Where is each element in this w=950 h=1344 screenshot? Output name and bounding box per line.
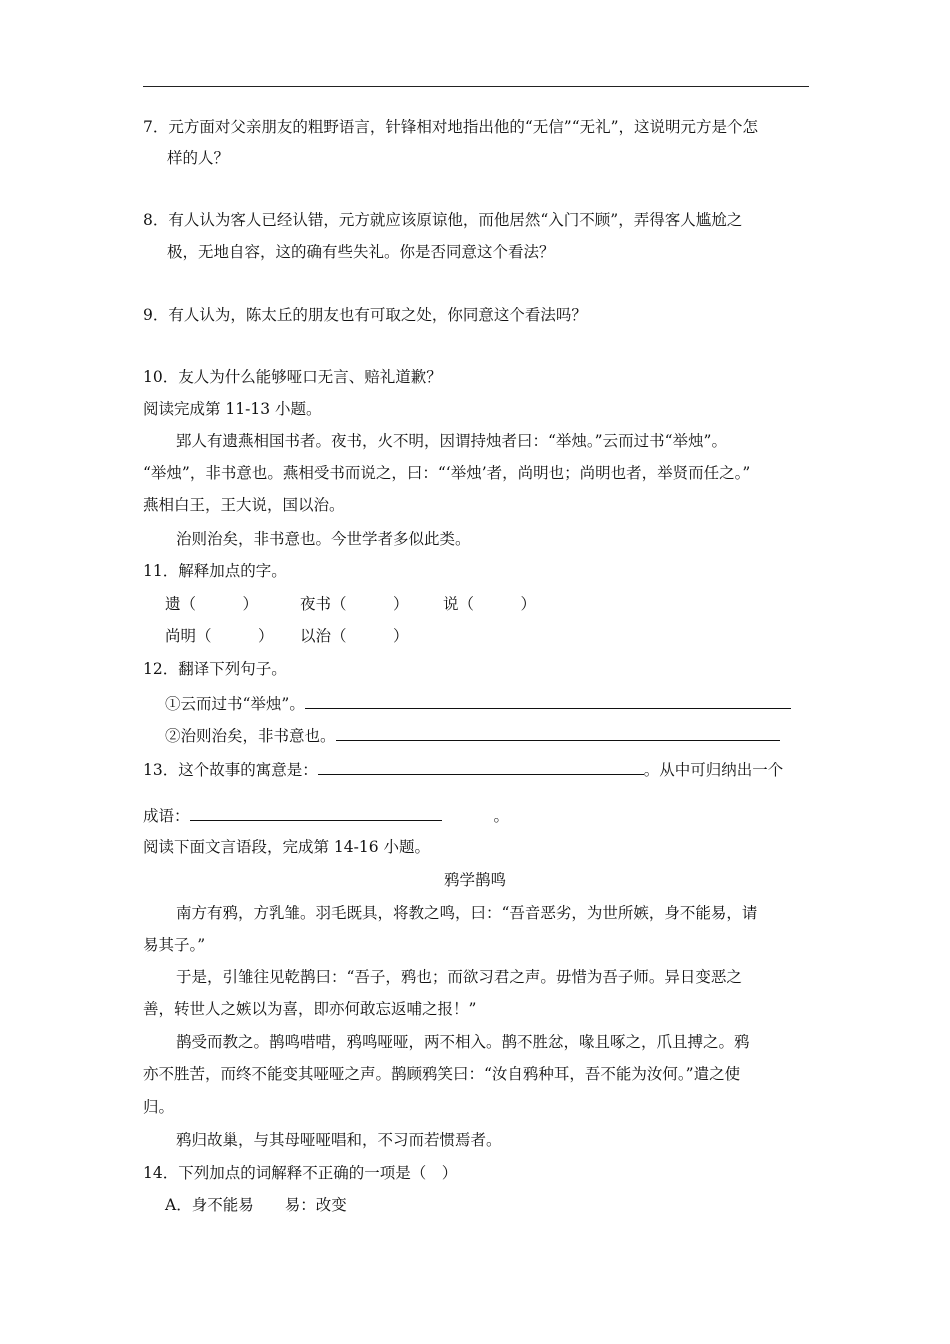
- passage-1-line-3: 燕相白王，王大说，国以治。: [143, 496, 345, 514]
- header-rule: [143, 86, 809, 87]
- q13-prompt: 13．这个故事的寓意是：: [143, 761, 318, 779]
- reading-intro-1: 阅读完成第 11-13 小题。: [143, 400, 322, 418]
- q11-item-yi: 遗（ ）: [165, 595, 259, 613]
- passage-5-line-3: 归。: [143, 1098, 175, 1116]
- passage-1-line-1: 郢人有遗燕相国书者。夜书，火不明，因谓持烛者曰：“举烛。”云而过书“举烛”。: [176, 432, 727, 450]
- q11-item-shuo: 说（ ）: [443, 595, 537, 613]
- q12-answer-blank-2[interactable]: [336, 724, 780, 741]
- passage-3-line-2: 易其子。”: [143, 936, 206, 954]
- q12-answer-blank-1[interactable]: [305, 692, 791, 709]
- q12-sentence-1: [165, 692, 791, 714]
- question-13-line-2: [143, 804, 509, 826]
- passage-6: 鸦归故巢，与其母哑哑唱和，不习而若惯焉者。: [176, 1131, 502, 1149]
- passage-3-line-1: 南方有鸦，方乳雏。羽毛既具，将教之鸣，曰：“吾音恶劣，为世所嫉，身不能易，请: [176, 904, 758, 922]
- q14-option-a[interactable]: A．身不能易 易：改变: [165, 1196, 347, 1214]
- question-14: 14．下列加点的词解释不正确的一项是（ ）: [143, 1164, 458, 1182]
- q11-item-yizhi: 以治（ ）: [300, 627, 409, 645]
- q12-sentence-1-text: ①云而过书“举烛”。: [165, 695, 305, 713]
- question-7-line-2: 样的人？: [167, 149, 230, 167]
- passage-4-line-1: 于是，引雏往见乾鹊曰：“吾子，鸦也；而欲习君之声。毋惜为吾子师。异日变恶之: [176, 968, 742, 986]
- question-12: 12．翻译下列句子。: [143, 660, 287, 678]
- passage-2: 治则治矣，非书意也。今世学者多似此类。: [176, 530, 471, 548]
- q13-idiom-blank[interactable]: [190, 804, 442, 821]
- passage-5-line-1: 鹊受而教之。鹊鸣唶唶，鸦鸣哑哑，两不相入。鹊不胜忿，喙且啄之，爪且搏之。鸦: [176, 1033, 750, 1051]
- q12-sentence-2-text: ②治则治矣，非书意也。: [165, 727, 336, 745]
- q11-item-yeshu: 夜书（ ）: [300, 595, 409, 613]
- passage-1-line-2: “举烛”，非书意也。燕相受书而说之，曰：“‘举烛’者，尚明也；尚明也者，举贤而任之。”: [143, 464, 751, 482]
- q13-period: 。: [493, 807, 510, 825]
- q13-idiom-label: 成语：: [143, 807, 190, 825]
- question-7-line-1: 7．元方面对父亲朋友的粗野语言，针锋相对地指出他的“无信”“无礼”，这说明元方是个怎: [143, 118, 759, 136]
- passage-5-line-2: 亦不胜苦，而终不能变其哑哑之声。鹊顾鸦笑曰：“汝自鸦种耳，吾不能为汝何。”遣之使: [143, 1065, 741, 1083]
- question-8-line-1: 8．有人认为客人已经认错，元方就应该原谅他，而他居然“入门不顾”，弄得客人尴尬之: [143, 211, 743, 229]
- passage-4-line-2: 善，转世人之嫉以为喜，即亦何敢忘返哺之报！”: [143, 1000, 477, 1018]
- question-11: 11．解释加点的字。: [143, 562, 287, 580]
- q13-continuation: 。从中可归纳出一个: [643, 761, 784, 779]
- reading-intro-2: 阅读下面文言语段，完成第 14-16 小题。: [143, 838, 431, 856]
- question-8-line-2: 极，无地自容，这的确有些失礼。你是否同意这个看法？: [167, 243, 555, 261]
- q12-sentence-2: [165, 724, 780, 746]
- question-9: 9．有人认为，陈太丘的朋友也有可取之处，你同意这个看法吗？: [143, 306, 587, 324]
- q11-item-shangming: 尚明（ ）: [165, 627, 274, 645]
- q13-moral-blank[interactable]: [318, 758, 644, 775]
- question-10: 10．友人为什么能够哑口无言、赔礼道歉？: [143, 368, 442, 386]
- question-13-line-1: [143, 758, 783, 780]
- passage-title: 鸦学鹊鸣: [443, 871, 506, 889]
